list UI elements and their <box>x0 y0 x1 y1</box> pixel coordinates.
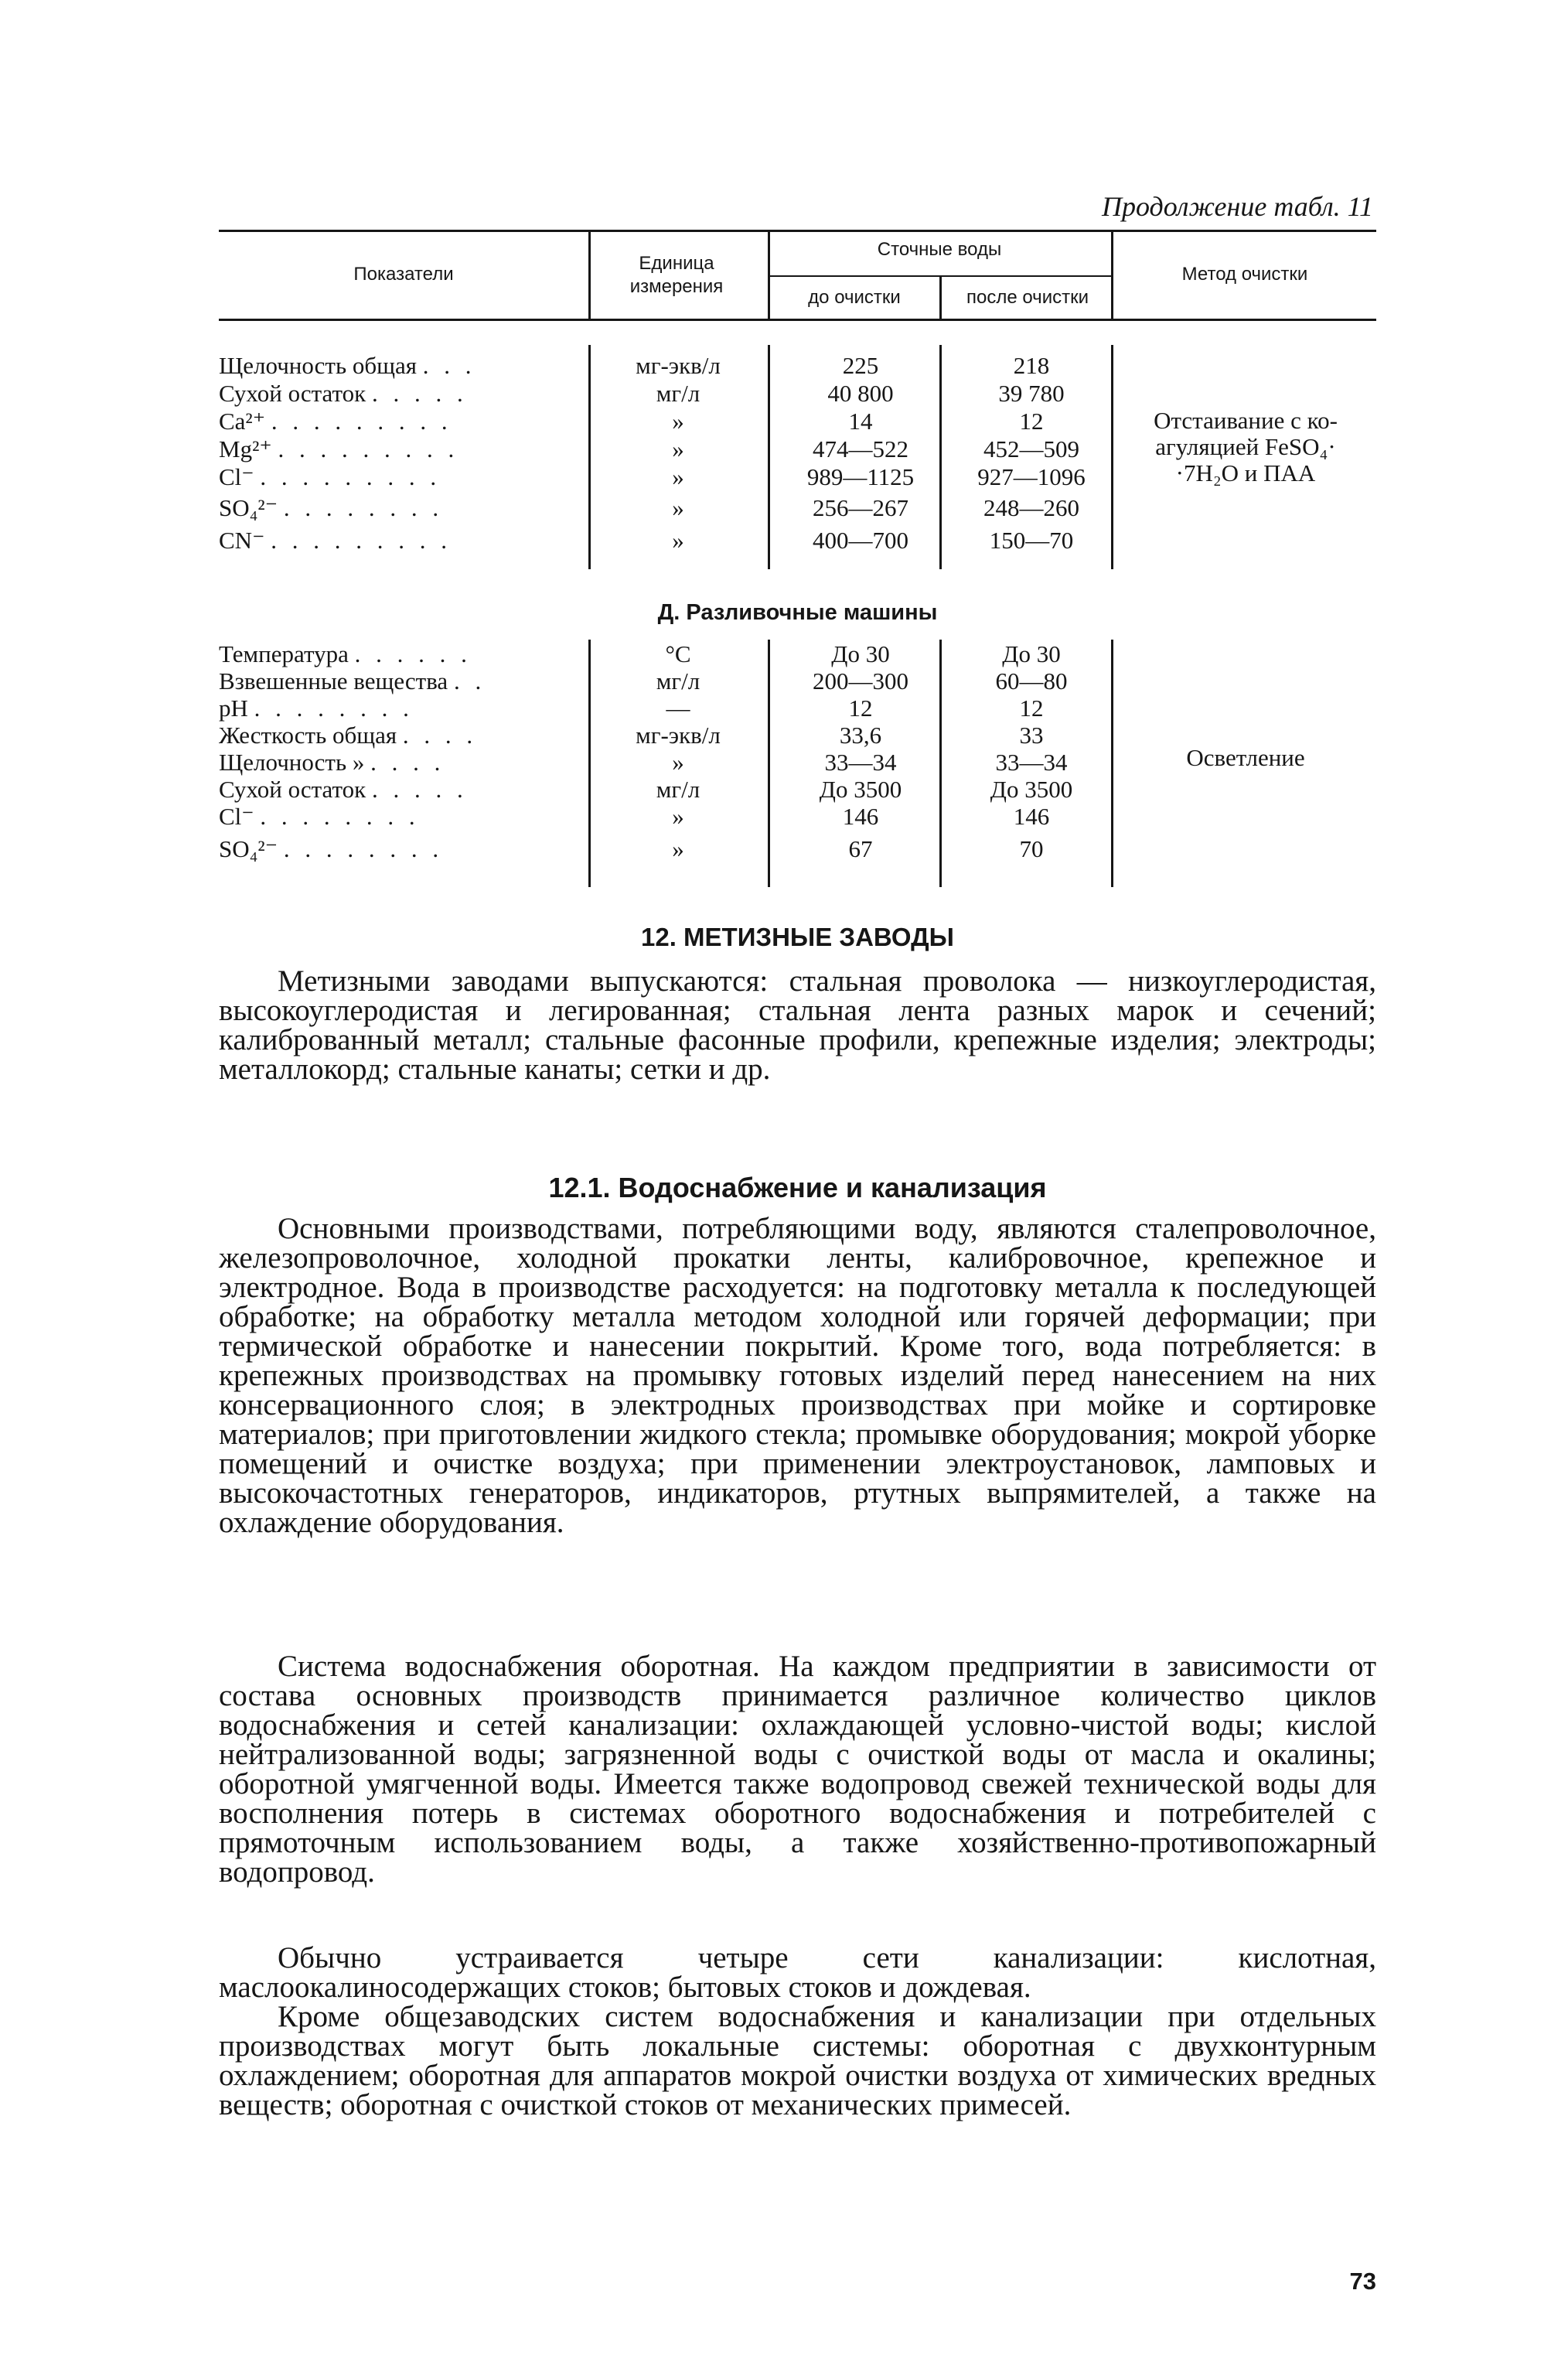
row-indicator: Температура . . . . . . <box>219 640 472 667</box>
header-divider-1 <box>588 232 591 319</box>
row-value-after: 33 <box>1019 722 1044 749</box>
row-value-after: 927—1096 <box>977 463 1086 490</box>
table-row <box>219 667 1376 695</box>
row-indicator: Cl⁻ . . . . . . . . . <box>219 463 441 490</box>
section-12-paragraph: Метизными заводами выпускаются: стальная проволока — низкоуглеродистая, высокоуглеродистая и легированная; стальная лента разных марок и сечений; калиброванный металл; стальные фасонные профили, крепежные изделия; электроды; металлокорд; стальные канаты; сетки и др. <box>219 964 1376 1086</box>
row-value-before: 989—1125 <box>806 463 915 490</box>
row-value-before: 12 <box>848 695 873 722</box>
table-row <box>219 352 1376 380</box>
row-value-after: 248—260 <box>983 494 1079 521</box>
row-indicator: Cl⁻ . . . . . . . . <box>219 803 420 830</box>
table-top-rule <box>219 230 1376 232</box>
row-unit: » <box>672 463 684 490</box>
row-indicator: Mg²⁺ . . . . . . . . . <box>219 435 459 462</box>
row-unit: мг-экв/л <box>636 722 721 749</box>
row-indicator: Ca²⁺ . . . . . . . . . <box>219 408 452 435</box>
table-row <box>219 803 1376 831</box>
header-wastewater: Сточные воды <box>877 239 1002 260</box>
table-row <box>219 640 1376 668</box>
row-value-after: До 30 <box>1002 640 1061 667</box>
row-value-before: 33,6 <box>839 722 882 749</box>
row-value-after: 12 <box>1019 695 1044 722</box>
section-12-1-paragraph-3: Обычно устраивается четыре сети канализации: кислотная, маслоокалиносодержащих стоков; бытовых стоков и дождевая. <box>219 1941 1376 2004</box>
row-value-after: До 3500 <box>990 776 1073 803</box>
method-line: Отстаивание с ко- <box>1154 407 1338 434</box>
row-value-before: 14 <box>848 408 873 435</box>
header-divider-3 <box>939 277 942 319</box>
row-indicator: Сухой остаток . . . . . <box>219 380 468 407</box>
row-unit: » <box>672 803 684 830</box>
header-method: Метод очистки <box>1181 264 1308 285</box>
row-value-after: 12 <box>1019 408 1044 435</box>
row-indicator: Щелочность общая . . . <box>219 352 476 379</box>
row-value-before: 256—267 <box>813 494 908 521</box>
table-row <box>219 776 1376 804</box>
row-value-after: 452—509 <box>983 435 1079 462</box>
row-unit: мг-экв/л <box>636 352 721 379</box>
table-row <box>219 494 1376 522</box>
group2-method: Осветление <box>1186 744 1305 771</box>
row-value-after: 146 <box>1013 803 1050 830</box>
row-indicator: SO₄²⁻ . . . . . . . . <box>219 835 444 862</box>
row-value-before: 200—300 <box>813 667 908 695</box>
row-unit: мг/л <box>656 667 700 695</box>
row-unit: » <box>672 527 684 554</box>
row-indicator: CN⁻ . . . . . . . . . <box>219 527 452 554</box>
row-value-after: 218 <box>1013 352 1050 379</box>
section-12-1-title: 12.1. Водоснабжение и канализация <box>548 1172 1047 1203</box>
header-indicator: Показатели <box>353 264 454 285</box>
row-unit: — <box>666 695 690 722</box>
row-value-before: 146 <box>842 803 879 830</box>
table-row <box>219 527 1376 555</box>
row-value-after: 39 780 <box>998 380 1065 407</box>
row-value-after: 33—34 <box>995 749 1068 776</box>
row-value-before: 225 <box>842 352 879 379</box>
row-value-before: 400—700 <box>813 527 908 554</box>
row-value-before: До 30 <box>831 640 890 667</box>
section-12-1-paragraph-4: Кроме общезаводских систем водоснабжения и канализации при отдельных производствах могут быть локальные системы: оборотная с двухконтурным охлаждением; оборотная для аппаратов мокрой очистки воздуха от химических вредных веществ; оборотная с очисткой стоков от механических примесей. <box>219 2000 1376 2121</box>
section-12-title: 12. МЕТИЗНЫЕ ЗАВОДЫ <box>641 923 954 951</box>
row-value-before: До 3500 <box>819 776 902 803</box>
row-value-before: 40 800 <box>827 380 894 407</box>
row-unit: » <box>672 749 684 776</box>
table-row <box>219 695 1376 722</box>
group2-title: Д. Разливочные машины <box>657 600 938 625</box>
row-indicator: Жесткость общая . . . . <box>219 722 478 749</box>
row-value-after: 70 <box>1019 835 1044 862</box>
table-row <box>219 835 1376 863</box>
row-indicator: Взвешенные вещества . . <box>219 667 486 695</box>
row-value-before: 67 <box>848 835 873 862</box>
row-unit: мг/л <box>656 776 700 803</box>
row-unit: » <box>672 494 684 521</box>
header-divider-4 <box>1111 232 1113 319</box>
row-unit: мг/л <box>656 380 700 407</box>
row-indicator: Сухой остаток . . . . . <box>219 776 468 803</box>
page-number: 73 <box>1349 2268 1376 2295</box>
row-value-before: 33—34 <box>824 749 897 776</box>
header-after: после очистки <box>966 287 1089 308</box>
row-unit: » <box>672 408 684 435</box>
section-12-1-paragraph-2: Система водоснабжения оборотная. На каждом предприятии в зависимости от состава основных производств принимается различное количество циклов водоснабжения и сетей канализации: охлаждающей условно-чистой воды; кислой нейтрализованной воды; загрязненной воды с очисткой воды от масла и окалины; оборотной умягченной воды. Имеется также водопровод свежей технической воды для восполнения потерь в системах оборотного водоснабжения и потребителей с прямоточным использованием воды, а также хозяйственно-противопожарный водопровод. <box>219 1650 1376 1889</box>
row-value-after: 60—80 <box>995 667 1068 695</box>
table-header-rule <box>219 319 1376 321</box>
header-unit: Единица измерения <box>629 253 724 297</box>
table-continuation-caption: Продолжение табл. 11 <box>1101 191 1373 222</box>
row-indicator: pH . . . . . . . . <box>219 695 414 722</box>
section-12-1-paragraph-1: Основными производствами, потребляющими воду, являются сталепроволочное, железопроволочное, холодной прокатки ленты, калибровочное, крепежное и электродное. Вода в производстве расходуется: на подготовку металла к последующей обработке; на обработку металла методом холодной или горячей деформации; при термической обработке и нанесении покрытий. Кроме того, вода потребляется: в крепежных производствах на промывку готовых изделий перед нанесением на них консервационного слоя; в электродных производствах при мойке и сортировке материалов; при приготовлении жидкого стекла; промывке оборудования; мокрой уборке помещений и очистке воздуха; при применении электроустановок, ламповых и высокочастотных генераторов, индикаторов, ртутных выпрямителей, а также на охлаждение оборудования. <box>219 1212 1376 1539</box>
header-divider-2 <box>768 232 770 319</box>
row-value-after: 150—70 <box>989 527 1074 554</box>
row-indicator: Щелочность » . . . . <box>219 749 445 776</box>
row-unit: » <box>672 835 684 862</box>
row-unit: °C <box>665 640 691 667</box>
method-line: ·7H₂O и ПАА <box>1175 459 1316 486</box>
method-line: агуляцией FeSO₄· <box>1155 433 1336 460</box>
table-row <box>219 380 1376 408</box>
row-indicator: SO₄²⁻ . . . . . . . . <box>219 494 444 521</box>
header-before: до очистки <box>808 287 901 308</box>
row-unit: » <box>672 435 684 462</box>
group1-method <box>1115 408 1376 486</box>
row-value-before: 474—522 <box>813 435 908 462</box>
